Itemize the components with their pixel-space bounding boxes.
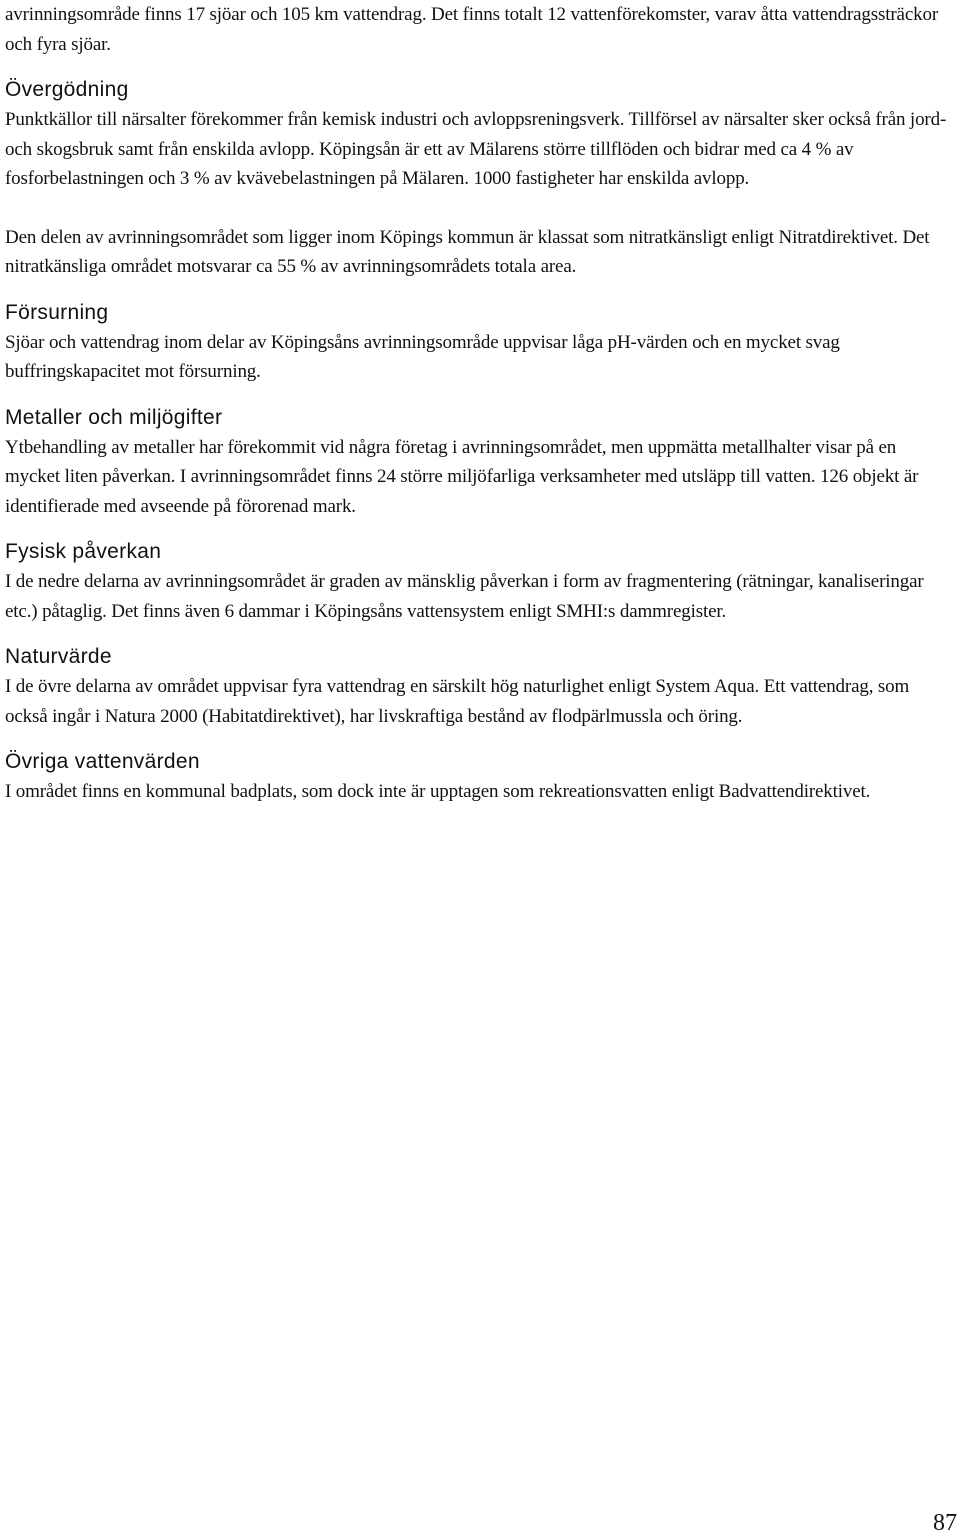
paragraph-overgodning-2: Den delen av avrinningsområdet som ligger inom Köpings kommun är klassat som nitratkänsligt enligt Nitratdirektivet. Det nitratkänsliga området motsvarar ca 55 % av avrinningsområdets totala area. — [5, 226, 930, 277]
paragraph-ovriga: I området finns en kommunal badplats, som dock inte är upptagen som rekreationsvatten enligt Badvattendirektivet. — [5, 781, 871, 802]
heading-naturvarde: Naturvärde — [5, 645, 112, 668]
paragraph-overgodning-1: Punktkällor till närsalter förekommer från kemisk industri och avloppsreningsverk. Tillförsel av närsalter sker också från jord- och skogsbruk samt från enskilda avlopp. Köpingsån är ett av Mälarens större tillflöden och bidrar med ca 4 % av fosforbelastningen och 3 % av kvävebelastningen på Mälaren. 1000 fastigheter har enskilda avlopp. — [5, 109, 947, 189]
page-number: 87 — [933, 1510, 957, 1536]
heading-fysisk: Fysisk påverkan — [5, 540, 162, 563]
paragraph-fysisk: I de nedre delarna av avrinningsområdet är graden av mänsklig påverkan i form av fragmentering (rätningar, kanaliseringar etc.) påtaglig. Det finns även 6 dammar i Köpingsåns vattensystem enligt SMHI:s dammregister. — [5, 571, 924, 622]
paragraph-naturvarde: I de övre delarna av området uppvisar fyra vattendrag en särskilt hög naturlighet enligt System Aqua. Ett vattendrag, som också ingår i Natura 2000 (Habitatdirektivet), har livskraftiga bestånd av flodpärlmussla och öring. — [5, 676, 910, 727]
paragraph-metaller: Ytbehandling av metaller har förekommit vid några företag i avrinningsområdet, men uppmätta metallhalter visar på en mycket liten påverkan. I avrinningsområdet finns 24 större miljöfarliga verksamheter med utsläpp till vatten. 126 objekt är identifierade med avseende på förorenad mark. — [5, 436, 919, 517]
heading-ovriga: Övriga vattenvärden — [5, 750, 200, 773]
intro-paragraph: avrinningsområde finns 17 sjöar och 105 km vattendrag. Det finns totalt 12 vattenförekomster, varav åtta vattendragssträckor och fyra sjöar. — [5, 4, 938, 55]
document-body — [5, 0, 955, 807]
heading-metaller: Metaller och miljögifter — [5, 405, 223, 429]
heading-overgodning: Övergödning — [5, 78, 129, 101]
paragraph-forsurning: Sjöar och vattendrag inom delar av Köpingsåns avrinningsområde uppvisar låga pH-värden och en mycket svag buffringskapacitet mot försurning. — [5, 331, 840, 382]
heading-forsurning: Försurning — [5, 300, 109, 324]
